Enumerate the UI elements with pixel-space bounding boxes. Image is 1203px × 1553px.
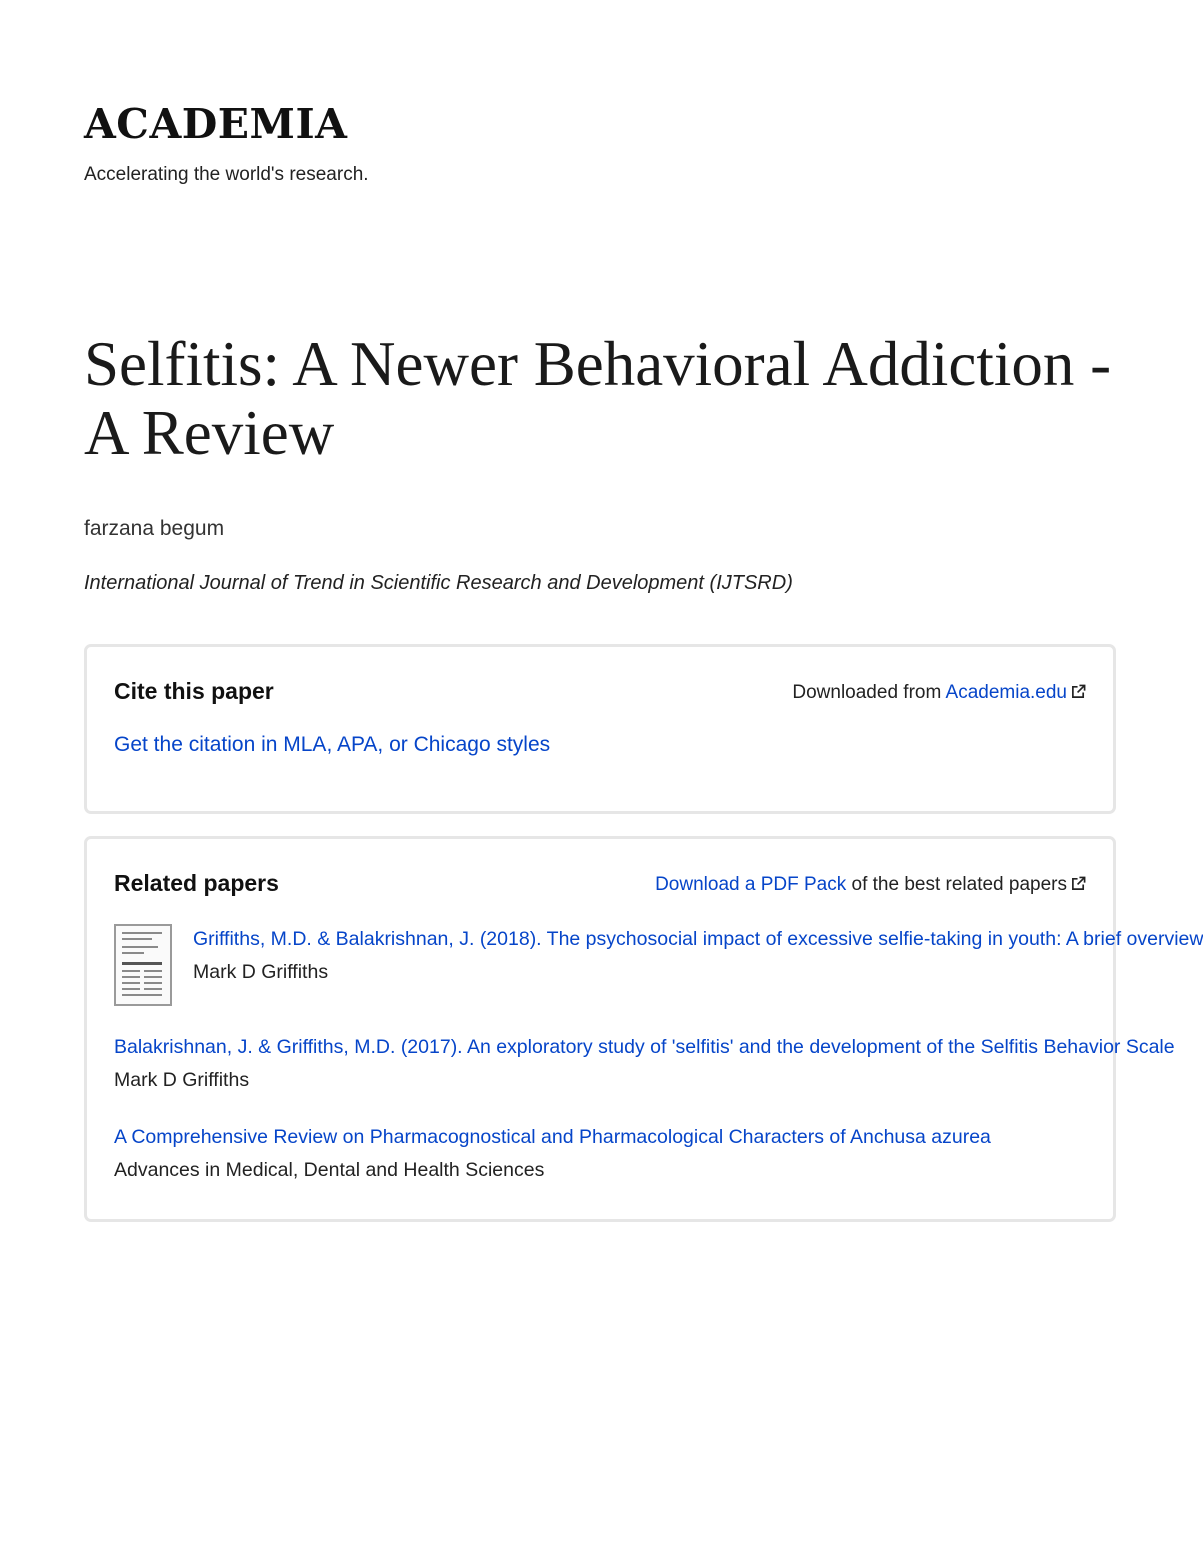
downloaded-prefix: Downloaded from: [792, 682, 946, 703]
related-item-author: Mark D Griffiths: [114, 1068, 250, 1091]
external-link-icon[interactable]: [1071, 876, 1086, 891]
cite-card: [84, 644, 1116, 814]
external-link-icon[interactable]: [1071, 684, 1086, 699]
academia-link[interactable]: Academia.edu: [945, 682, 1067, 703]
related-item-source: Advances in Medical, Dental and Health Sciences: [114, 1158, 545, 1181]
pdf-pack-link[interactable]: Download a PDF Pack: [655, 874, 847, 895]
paper-thumbnail[interactable]: [114, 924, 172, 1006]
pdf-pack: [655, 875, 1086, 894]
related-item-title[interactable]: Griffiths, M.D. & Balakrishnan, J. (2018). The psychosocial impact of excessive selfie-taking in youth: A brief overview: [193, 928, 1203, 950]
related-item-title[interactable]: Balakrishnan, J. & Griffiths, M.D. (2017). An exploratory study of 'selfitis' and the development of the Selfitis Behavior Scale: [114, 1036, 1175, 1058]
journal-name: International Journal of Trend in Scientific Research and Development (IJTSRD): [84, 572, 793, 594]
related-papers-card: [84, 836, 1203, 1222]
downloaded-from: [792, 683, 1086, 702]
cite-heading: Cite this paper: [114, 678, 274, 704]
related-item-author: Mark D Griffiths: [193, 960, 329, 983]
citation-link[interactable]: Get the citation in MLA, APA, or Chicago styles: [114, 733, 551, 756]
related-item: [114, 1128, 1090, 1180]
pdf-pack-suffix: of the best related papers: [846, 874, 1067, 895]
related-item: [193, 928, 1203, 983]
related-item-title[interactable]: A Comprehensive Review on Pharmacognostical and Pharmacological Characters of Anchusa azurea: [114, 1126, 991, 1148]
related-item: [114, 1036, 1175, 1091]
academia-logo[interactable]: ACADEMIA: [84, 100, 348, 148]
related-heading: Related papers: [114, 870, 279, 896]
paper-title: Selfitis: A Newer Behavioral Addiction -A Review: [84, 329, 1112, 468]
tagline: Accelerating the world's research.: [84, 164, 369, 185]
author-name: farzana begum: [84, 517, 225, 540]
